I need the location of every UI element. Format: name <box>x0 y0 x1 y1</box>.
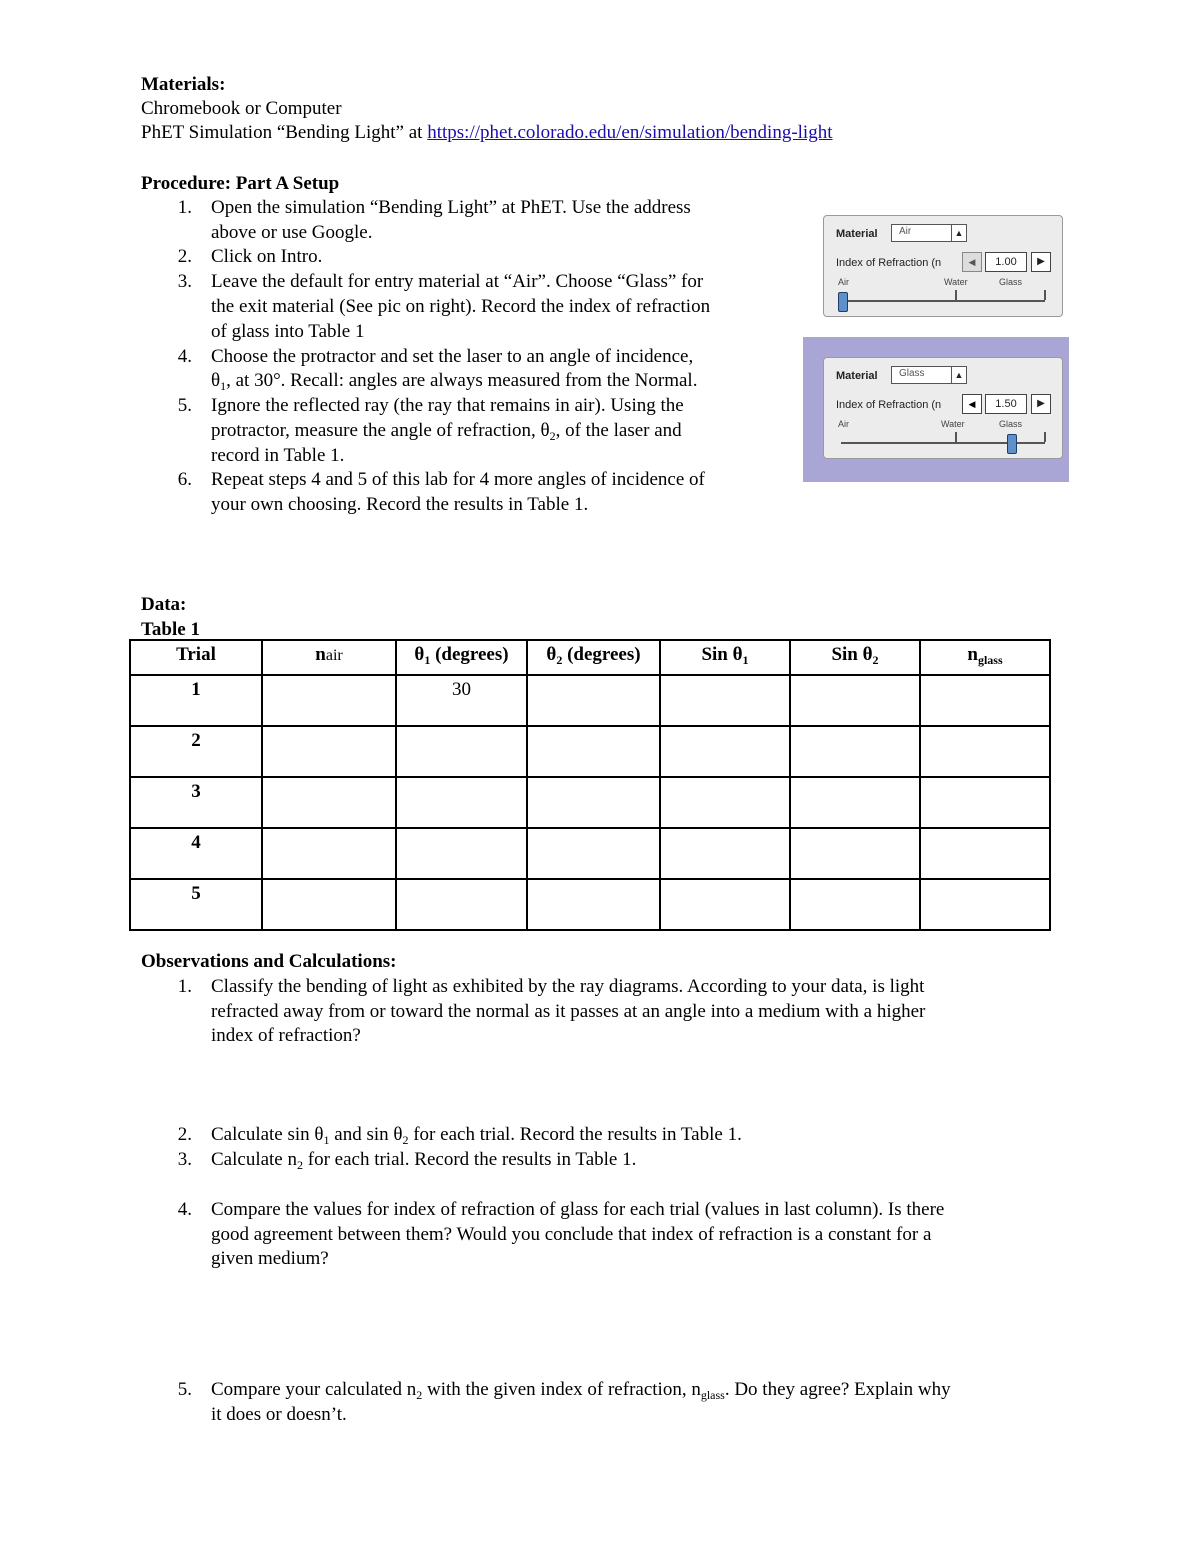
header-n-glass <box>920 640 1050 675</box>
materials-item-computer: Chromebook or Computer <box>141 98 342 119</box>
table-row <box>130 828 1050 879</box>
theta2-cell[interactable] <box>527 828 660 879</box>
tick-label-air: Air <box>838 419 849 429</box>
step-text: record in Table 1. <box>211 445 345 466</box>
step-number: 2. <box>177 246 192 267</box>
theta2-cell[interactable] <box>527 879 660 930</box>
step-text: Click on Intro. <box>211 246 323 267</box>
text-part: . Do they agree? Explain why <box>724 1379 951 1400</box>
subscript: 2 <box>402 1133 409 1147</box>
dropdown-arrow-icon: ▲ <box>951 367 966 383</box>
increase-arrow-icon[interactable]: ▶ <box>1031 252 1051 272</box>
trial-cell: 3 <box>130 777 262 828</box>
tick-label-glass: Glass <box>999 419 1023 429</box>
theta1-cell[interactable] <box>396 879 527 930</box>
material-value: Air <box>899 226 912 237</box>
header-degrees: (degrees) <box>430 644 509 665</box>
header-theta1 <box>396 640 527 675</box>
index-value[interactable]: 1.00 <box>985 252 1027 272</box>
phet-material-panel-glass <box>823 357 1063 459</box>
n-glass-cell[interactable] <box>920 777 1050 828</box>
table-row <box>130 726 1050 777</box>
observations-heading: Observations and Calculations: <box>141 951 397 972</box>
header-theta: θ <box>546 644 557 665</box>
trial-cell: 2 <box>130 726 262 777</box>
question-text: Compare the values for index of refraction of glass for each trial (values in last column). Is there <box>211 1199 945 1220</box>
header-trial: Trial <box>130 640 262 675</box>
header-sin: Sin θ <box>701 644 743 665</box>
sin-theta1-cell[interactable] <box>660 675 790 726</box>
slider-thumb[interactable] <box>838 292 848 312</box>
n-air-cell[interactable] <box>262 828 396 879</box>
tick-label-water: Water <box>941 419 965 429</box>
theta2-cell[interactable] <box>527 726 660 777</box>
increase-arrow-icon[interactable]: ▶ <box>1031 394 1051 414</box>
material-dropdown[interactable] <box>891 224 967 242</box>
subscript: 1 <box>323 1133 330 1147</box>
index-value[interactable]: 1.50 <box>985 394 1027 414</box>
n-air-cell[interactable] <box>262 675 396 726</box>
step-text: of glass into Table 1 <box>211 321 365 342</box>
table-row <box>130 879 1050 930</box>
text-part: for each trial. Record the results in Table 1. <box>408 1124 742 1145</box>
step-text: Repeat steps 4 and 5 of this lab for 4 more angles of incidence of <box>211 469 705 490</box>
step-text-part: protractor, measure the angle of refraction, θ <box>211 420 550 441</box>
header-n-air <box>262 640 396 675</box>
text-part: Calculate sin θ <box>211 1124 324 1145</box>
sin-theta2-cell[interactable] <box>790 879 920 930</box>
header-sin: Sin θ <box>831 644 873 665</box>
trial-cell: 4 <box>130 828 262 879</box>
sin-theta2-cell[interactable] <box>790 828 920 879</box>
step-text: above or use Google. <box>211 222 373 243</box>
subscript: 2 <box>549 429 556 443</box>
question-text: refracted away from or toward the normal as it passes at an angle into a medium with a higher <box>211 1001 926 1022</box>
material-dropdown[interactable] <box>891 366 967 384</box>
theta-symbol: θ <box>211 370 221 391</box>
trial-cell: 1 <box>130 675 262 726</box>
simulation-link[interactable]: https://phet.colorado.edu/en/simulation/bending-light <box>427 122 833 143</box>
step-text: Open the simulation “Bending Light” at PhET. Use the address <box>211 197 691 218</box>
question-text: Classify the bending of light as exhibited by the ray diagrams. According to your data, is light <box>211 976 925 997</box>
step-number: 4. <box>177 346 192 367</box>
question-text: index of refraction? <box>211 1025 361 1046</box>
n-glass-cell[interactable] <box>920 828 1050 879</box>
question-text: it does or doesn’t. <box>211 1404 347 1425</box>
subscript: 2 <box>297 1158 303 1172</box>
header-air: air <box>325 647 343 664</box>
subscript: 2 <box>416 1388 423 1402</box>
slider-thumb[interactable] <box>1007 434 1017 454</box>
slider-tick <box>1044 290 1046 300</box>
sin-theta1-cell[interactable] <box>660 726 790 777</box>
text-part: for each trial. Record the results in Table 1. <box>303 1149 637 1170</box>
materials-item-simulation <box>141 121 833 145</box>
subscript: 1 <box>742 653 749 667</box>
question-number: 1. <box>177 976 192 997</box>
tick-label-water: Water <box>944 277 968 287</box>
step-number: 5. <box>177 395 192 416</box>
sin-theta2-cell[interactable] <box>790 777 920 828</box>
simulation-label: PhET Simulation “Bending Light” at <box>141 122 428 143</box>
slider-tick <box>1044 432 1046 442</box>
material-label: Material <box>836 370 878 382</box>
material-label: Material <box>836 228 878 240</box>
subscript: glass <box>700 1388 725 1402</box>
n-air-cell[interactable] <box>262 726 396 777</box>
step-text-rest: , of the laser and <box>555 420 682 441</box>
table-title: Table 1 <box>141 619 200 640</box>
step-text: Leave the default for entry material at “Air”. Choose “Glass” for <box>211 271 704 292</box>
theta1-cell[interactable] <box>396 726 527 777</box>
header-sin-theta1 <box>660 640 790 675</box>
n-glass-cell[interactable] <box>920 726 1050 777</box>
step-number: 1. <box>177 197 192 218</box>
header-n: n <box>315 644 326 665</box>
theta2-cell[interactable] <box>527 675 660 726</box>
header-degrees: (degrees) <box>562 644 641 665</box>
materials-heading: Materials: <box>141 74 226 95</box>
sin-theta2-cell[interactable] <box>790 675 920 726</box>
sin-theta1-cell[interactable] <box>660 828 790 879</box>
step-number: 6. <box>177 469 192 490</box>
table-header-row <box>130 640 1050 675</box>
n-glass-cell[interactable] <box>920 879 1050 930</box>
text-part: and sin θ <box>329 1124 403 1145</box>
step-text: your own choosing. Record the results in Table 1. <box>211 494 589 515</box>
theta1-cell[interactable] <box>396 828 527 879</box>
theta1-cell[interactable] <box>396 777 527 828</box>
step-text: Ignore the reflected ray (the ray that remains in air). Using the <box>211 395 684 416</box>
sin-theta2-cell[interactable] <box>790 726 920 777</box>
subscript: 1 <box>220 379 227 393</box>
phet-material-panel-air <box>823 215 1063 317</box>
index-label: Index of Refraction (n <box>836 399 942 411</box>
sin-theta1-cell[interactable] <box>660 777 790 828</box>
tick-label-glass: Glass <box>999 277 1023 287</box>
tick-label-air: Air <box>838 277 849 287</box>
text-part: Compare your calculated n <box>211 1379 417 1400</box>
trial-cell: 5 <box>130 879 262 930</box>
question-text: given medium? <box>211 1248 329 1269</box>
n-air-cell[interactable] <box>262 879 396 930</box>
header-n: n <box>967 644 978 665</box>
question-number: 4. <box>177 1199 192 1220</box>
procedure-heading: Procedure: Part A Setup <box>141 173 340 194</box>
subscript: 2 <box>872 653 879 667</box>
text-part: with the given index of refraction, n <box>422 1379 701 1400</box>
text-part: Calculate n <box>211 1149 297 1170</box>
step-text: the exit material (See pic on right). Record the index of refraction <box>211 296 711 317</box>
question-number: 3. <box>177 1149 192 1170</box>
step-text-rest: , at 30°. Recall: angles are always measured from the Normal. <box>226 370 698 391</box>
step-text: Choose the protractor and set the laser to an angle of incidence, <box>211 346 694 367</box>
table-row <box>130 675 1050 726</box>
subscript: 2 <box>556 653 563 667</box>
subscript: 1 <box>424 653 431 667</box>
n-glass-cell[interactable] <box>920 675 1050 726</box>
material-value: Glass <box>899 368 925 379</box>
step-number: 3. <box>177 271 192 292</box>
sin-theta1-cell[interactable] <box>660 879 790 930</box>
theta2-cell[interactable] <box>527 777 660 828</box>
decrease-arrow-icon[interactable]: ◀ <box>962 252 982 272</box>
theta1-cell[interactable]: 30 <box>396 675 527 726</box>
slider-tick <box>955 290 957 300</box>
subscript: glass <box>977 653 1003 667</box>
header-theta2 <box>527 640 660 675</box>
data-table <box>129 639 1051 931</box>
dropdown-arrow-icon: ▲ <box>951 225 966 241</box>
question-text: good agreement between them? Would you conclude that index of refraction is a constant for a <box>211 1224 932 1245</box>
table-row <box>130 777 1050 828</box>
decrease-arrow-icon[interactable]: ◀ <box>962 394 982 414</box>
slider-track <box>841 300 1045 302</box>
header-theta: θ <box>414 644 425 665</box>
n-air-cell[interactable] <box>262 777 396 828</box>
question-number: 2. <box>177 1124 192 1145</box>
index-label: Index of Refraction (n <box>836 257 942 269</box>
header-sin-theta2 <box>790 640 920 675</box>
slider-tick <box>955 432 957 442</box>
data-heading: Data: <box>141 594 187 615</box>
question-number: 5. <box>177 1379 192 1400</box>
question-text <box>211 1148 636 1177</box>
